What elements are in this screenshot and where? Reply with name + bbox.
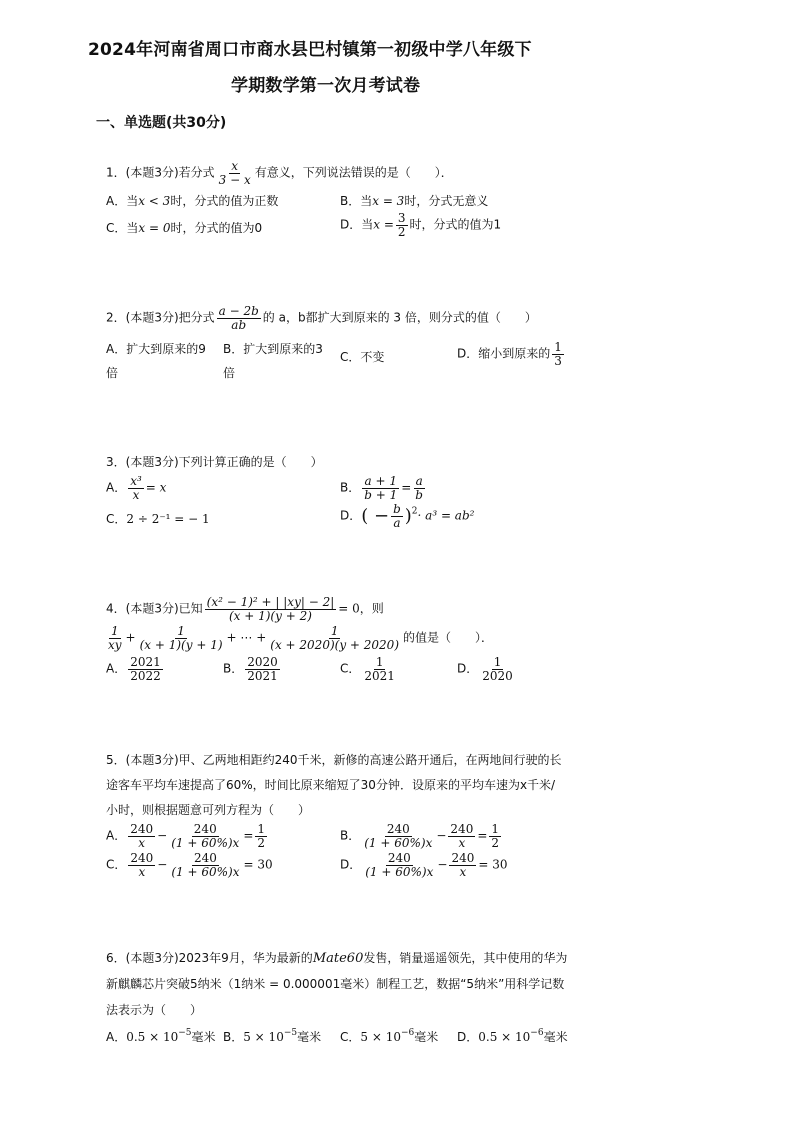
- exam-title-line1: 2024年河南省周口市商水县巴村镇第一初级中学八年级下: [88, 40, 532, 60]
- q1-d-frac-den: 2: [397, 224, 406, 239]
- q1-b-math: x = 3: [372, 194, 405, 208]
- q3-b-label: B．: [340, 480, 361, 495]
- q1-a-text: 时，分式的值为正数: [170, 194, 279, 208]
- q4-option-d[interactable]: [457, 656, 517, 682]
- q2-prefix: 2．(本题3分)把分式: [106, 310, 215, 325]
- q5-a-frac2: [169, 823, 241, 849]
- q4-c-fraction: [362, 656, 397, 682]
- q5-option-a[interactable]: [106, 823, 269, 849]
- q1-option-b[interactable]: [340, 192, 488, 209]
- q6-a-label: A．: [106, 1030, 127, 1044]
- q2-d-text: D．缩小到原来的: [457, 346, 551, 361]
- q6-a-exp: −5: [178, 1028, 192, 1038]
- q3-a-den: x: [132, 487, 140, 502]
- q3-option-b[interactable]: [340, 475, 427, 501]
- q5-a-d1: x: [138, 835, 146, 850]
- q1-d-label: D．当: [340, 217, 374, 232]
- question-5-line2: 途客车平均车速提高了60%，时间比原来缩短了30分钟．设原来的平均车速为x千米/: [106, 778, 556, 792]
- q4-plus: +: [125, 630, 136, 645]
- q3-d-den: a: [393, 515, 401, 530]
- q4-suffix: 的值是（ ）．: [403, 630, 494, 645]
- q1-frac-num: x: [231, 159, 239, 173]
- q4-b-fraction: [245, 656, 280, 682]
- q6-option-a[interactable]: [106, 1028, 216, 1045]
- q4-a-den: 2022: [130, 668, 161, 683]
- q2-d-frac-num: 1: [554, 340, 562, 354]
- question-6-line1: [106, 949, 567, 966]
- q1-d-math: x =: [373, 217, 394, 232]
- q5-c-rhs: = 30: [243, 857, 273, 872]
- question-3-stem: 3．(本题3分)下列计算正确的是（ ）: [106, 455, 323, 469]
- q3-option-d[interactable]: [340, 503, 474, 529]
- q3-b-num2: a: [415, 474, 423, 488]
- q5-b-d2: x: [458, 835, 466, 850]
- q4-b-num: 2020: [247, 655, 278, 669]
- q1-option-c[interactable]: [106, 219, 262, 236]
- q4-b-den: 2021: [247, 668, 278, 683]
- q6-c-base: 5 × 10: [360, 1030, 401, 1044]
- q5-d-frac2: [449, 852, 476, 878]
- question-6-line3: 法表示为（ ）: [106, 1003, 203, 1017]
- q1-prefix: 1．(本题3分)若分式: [106, 165, 215, 180]
- q5-c-n2: 240: [193, 851, 217, 865]
- q5-c-op: −: [157, 857, 168, 872]
- q4-t3-num: 1: [330, 624, 339, 638]
- q2-fraction: [217, 305, 261, 331]
- q4-b-label: B．: [223, 661, 244, 676]
- q4-term2: [138, 625, 225, 651]
- q1-b-label: B．当: [340, 194, 373, 208]
- q1-a-label: A．当: [106, 194, 139, 208]
- q5-a-d3: 2: [257, 835, 266, 850]
- q1-d-fraction: [396, 212, 408, 238]
- q5-a-label: A．: [106, 828, 127, 843]
- q4-d-fraction: [480, 656, 515, 682]
- q3-b-den2: b: [415, 487, 423, 502]
- q3-b-fraction2: [413, 475, 425, 501]
- q4-t2-num: 1: [177, 624, 185, 638]
- q5-c-frac2: [169, 852, 241, 878]
- q5-b-frac2: [448, 823, 475, 849]
- q5-b-op: −: [436, 828, 447, 843]
- q6-a-unit: 毫米: [191, 1030, 216, 1044]
- q4-a-num: 2021: [130, 655, 161, 669]
- q5-a-op: −: [157, 828, 168, 843]
- q2-option-c[interactable]: C．不变: [340, 350, 385, 364]
- q4-term1: [106, 625, 124, 651]
- q3-d-pow: 2: [411, 506, 418, 517]
- q5-a-n3: 1: [257, 822, 266, 836]
- q1-option-a[interactable]: [106, 192, 278, 209]
- q6-line1-pre: 6．(本题3分)2023年9月，华为最新的: [106, 951, 313, 965]
- q3-b-num: a + 1: [364, 474, 397, 488]
- q4-sum-expression: [104, 625, 493, 651]
- q5-c-d1: x: [138, 864, 146, 879]
- q2-option-b[interactable]: [223, 337, 323, 385]
- q2-d-fraction: [552, 341, 564, 367]
- q3-a-label: A．: [106, 480, 127, 495]
- q5-d-op: −: [437, 857, 448, 872]
- q3-option-a[interactable]: [106, 475, 166, 501]
- q3-d-label: D．: [340, 508, 362, 523]
- q4-c-num: 1: [375, 655, 384, 669]
- q6-c-exp: −6: [400, 1028, 415, 1038]
- q5-c-n1: 240: [130, 851, 154, 865]
- q2-b-line1: B．扩大到原来的3: [223, 342, 323, 356]
- q5-b-frac3: [489, 823, 501, 849]
- q4-t2-den: (x + 1)(y + 1): [139, 637, 223, 652]
- q5-b-frac1: [362, 823, 434, 849]
- q1-d-text: 时，分式的值为1: [409, 217, 502, 232]
- q2-d-frac-den: 3: [554, 353, 562, 368]
- q3-option-c[interactable]: [106, 510, 210, 527]
- q5-b-n3: 1: [491, 822, 500, 836]
- q3-a-num: x³: [130, 474, 142, 488]
- q5-a-n2: 240: [193, 822, 217, 836]
- q5-c-frac1: [128, 852, 155, 878]
- question-1-stem: [106, 160, 453, 186]
- question-5-line1: 5．(本题3分)甲、乙两地相距约240千米，新修的高速公路开通后，在两地间行驶的长: [106, 753, 562, 767]
- q3-a-fraction: [128, 475, 144, 501]
- q5-a-d2: (1 + 60%)x: [171, 835, 240, 850]
- q4-cond-num: (x² − 1)² + | |xy| − 2|: [206, 595, 335, 609]
- q2-suffix: 的 a，b都扩大到原来的 3 倍，则分式的值（ ）: [262, 310, 537, 325]
- q5-a-frac1: [128, 823, 155, 849]
- q3-d-num: b: [393, 502, 401, 516]
- q1-c-math: x = 0: [138, 221, 171, 235]
- q6-option-d[interactable]: [457, 1028, 568, 1045]
- q4-condition-fraction: [205, 596, 337, 622]
- q6-option-c[interactable]: [340, 1028, 438, 1045]
- question-6-line2: 新麒麟芯片突破5纳米（1纳米 = 0.000001毫米）制程工艺，数据“5纳米”用科学记数: [106, 977, 565, 991]
- q5-c-label: C．: [106, 857, 127, 872]
- q4-a-label: A．: [106, 661, 127, 676]
- q3-b-den: b + 1: [364, 487, 398, 502]
- question-5-line3: 小时，则根据题意可列方程为（ ）: [106, 803, 311, 817]
- q5-b-label: B．: [340, 828, 361, 843]
- q1-d-frac-num: 3: [397, 211, 406, 225]
- q3-a-rhs: = x: [145, 480, 167, 495]
- q1-c-label: C．当: [106, 221, 139, 235]
- q6-c-unit: 毫米: [414, 1030, 439, 1044]
- q3-d-close: ): [404, 505, 412, 527]
- q4-option-b[interactable]: [223, 656, 282, 682]
- q6-b-exp: −5: [283, 1028, 298, 1038]
- q5-a-eq: =: [243, 828, 254, 843]
- q4-t1-den: xy: [108, 637, 122, 652]
- q6-a-base: 0.5 × 10: [126, 1030, 179, 1044]
- q3-b-eq: =: [401, 480, 412, 495]
- q5-d-label: D．: [340, 857, 362, 872]
- q1-c-text: 时，分式的值为0: [170, 221, 263, 235]
- q4-t3-den: (x + 2020)(y + 2020): [270, 637, 399, 652]
- q4-d-num: 1: [493, 655, 502, 669]
- q6-brand: Mate60: [312, 951, 364, 966]
- q2-a-line1: A．扩大到原来的9: [106, 342, 206, 356]
- q3-d-open: ( −: [361, 505, 390, 527]
- q4-a-fraction: [128, 656, 163, 682]
- q6-d-label: D．: [457, 1030, 479, 1044]
- q5-d-n1: 240: [387, 851, 411, 865]
- q4-option-a[interactable]: [106, 656, 165, 682]
- q5-d-d1: (1 + 60%)x: [365, 864, 434, 879]
- q4-prefix: 4．(本题3分)已知: [106, 601, 203, 616]
- q4-cond-rhs: = 0，则: [338, 601, 384, 616]
- q2-a-line2: 倍: [106, 366, 119, 380]
- q3-d-rest: · a³ = ab²: [417, 508, 475, 523]
- q5-d-frac1: [363, 852, 435, 878]
- q6-d-unit: 毫米: [543, 1030, 568, 1044]
- q6-line1-post: 发售，销量遥遥领先，其中使用的华为: [363, 951, 568, 965]
- q5-a-n1: 240: [130, 822, 154, 836]
- q5-option-c[interactable]: [106, 852, 273, 878]
- q5-d-rhs: = 30: [478, 857, 508, 872]
- q4-c-den: 2021: [364, 668, 395, 683]
- q5-b-eq: =: [477, 828, 488, 843]
- q4-c-label: C．: [340, 661, 361, 676]
- q4-cond-den: (x + 1)(y + 2): [228, 608, 312, 623]
- q6-b-label: B．: [223, 1030, 244, 1044]
- q2-option-a[interactable]: [106, 337, 206, 385]
- q2-frac-den: ab: [231, 317, 247, 332]
- q4-dots: + ⋯ +: [226, 630, 267, 645]
- q5-b-n2: 240: [450, 822, 474, 836]
- q5-d-n2: 240: [451, 851, 475, 865]
- q4-d-den: 2020: [482, 668, 513, 683]
- q5-b-n1: 240: [386, 822, 410, 836]
- q1-suffix: 有意义，下列说法错误的是（ ）．: [254, 165, 453, 180]
- q6-c-label: C．: [340, 1030, 361, 1044]
- exam-title-line2: 学期数学第一次月考试卷: [231, 76, 421, 96]
- q6-d-base: 0.5 × 10: [478, 1030, 531, 1044]
- q6-b-unit: 毫米: [297, 1030, 322, 1044]
- q1-a-math: x < 3: [138, 194, 171, 208]
- q5-option-b[interactable]: [340, 823, 503, 849]
- q4-option-c[interactable]: [340, 656, 399, 682]
- q1-frac-den: 3 − x: [218, 172, 251, 187]
- q5-c-d2: (1 + 60%)x: [171, 864, 240, 879]
- q3-d-fraction: [391, 503, 403, 529]
- q6-b-base: 5 × 10: [243, 1030, 284, 1044]
- q5-b-d1: (1 + 60%)x: [364, 835, 433, 850]
- q5-option-d[interactable]: [340, 852, 507, 878]
- question-2-stem: [106, 305, 537, 331]
- q1-option-d[interactable]: [340, 212, 501, 238]
- q2-b-line2: 倍: [223, 366, 236, 380]
- q1-b-text: 时，分式无意义: [404, 194, 489, 208]
- question-4-stem: [106, 596, 384, 622]
- q3-c-expr: 2 ÷ 2⁻¹ = − 1: [126, 512, 210, 526]
- q4-d-label: D．: [457, 661, 479, 676]
- q2-frac-num: a − 2b: [218, 304, 259, 318]
- q4-t1-num: 1: [110, 624, 119, 638]
- q5-a-frac3: [255, 823, 267, 849]
- q1-fraction: [217, 160, 253, 186]
- q5-b-d3: 2: [491, 835, 500, 850]
- section-heading: 一、单选题(共30分): [96, 115, 227, 131]
- q2-option-d[interactable]: [457, 341, 566, 367]
- q3-b-fraction: [362, 475, 399, 501]
- q6-option-b[interactable]: [223, 1028, 321, 1045]
- q3-c-label: C．: [106, 512, 127, 526]
- q6-d-exp: −6: [530, 1028, 544, 1038]
- q4-term3: [268, 625, 401, 651]
- q5-d-d2: x: [459, 864, 467, 879]
